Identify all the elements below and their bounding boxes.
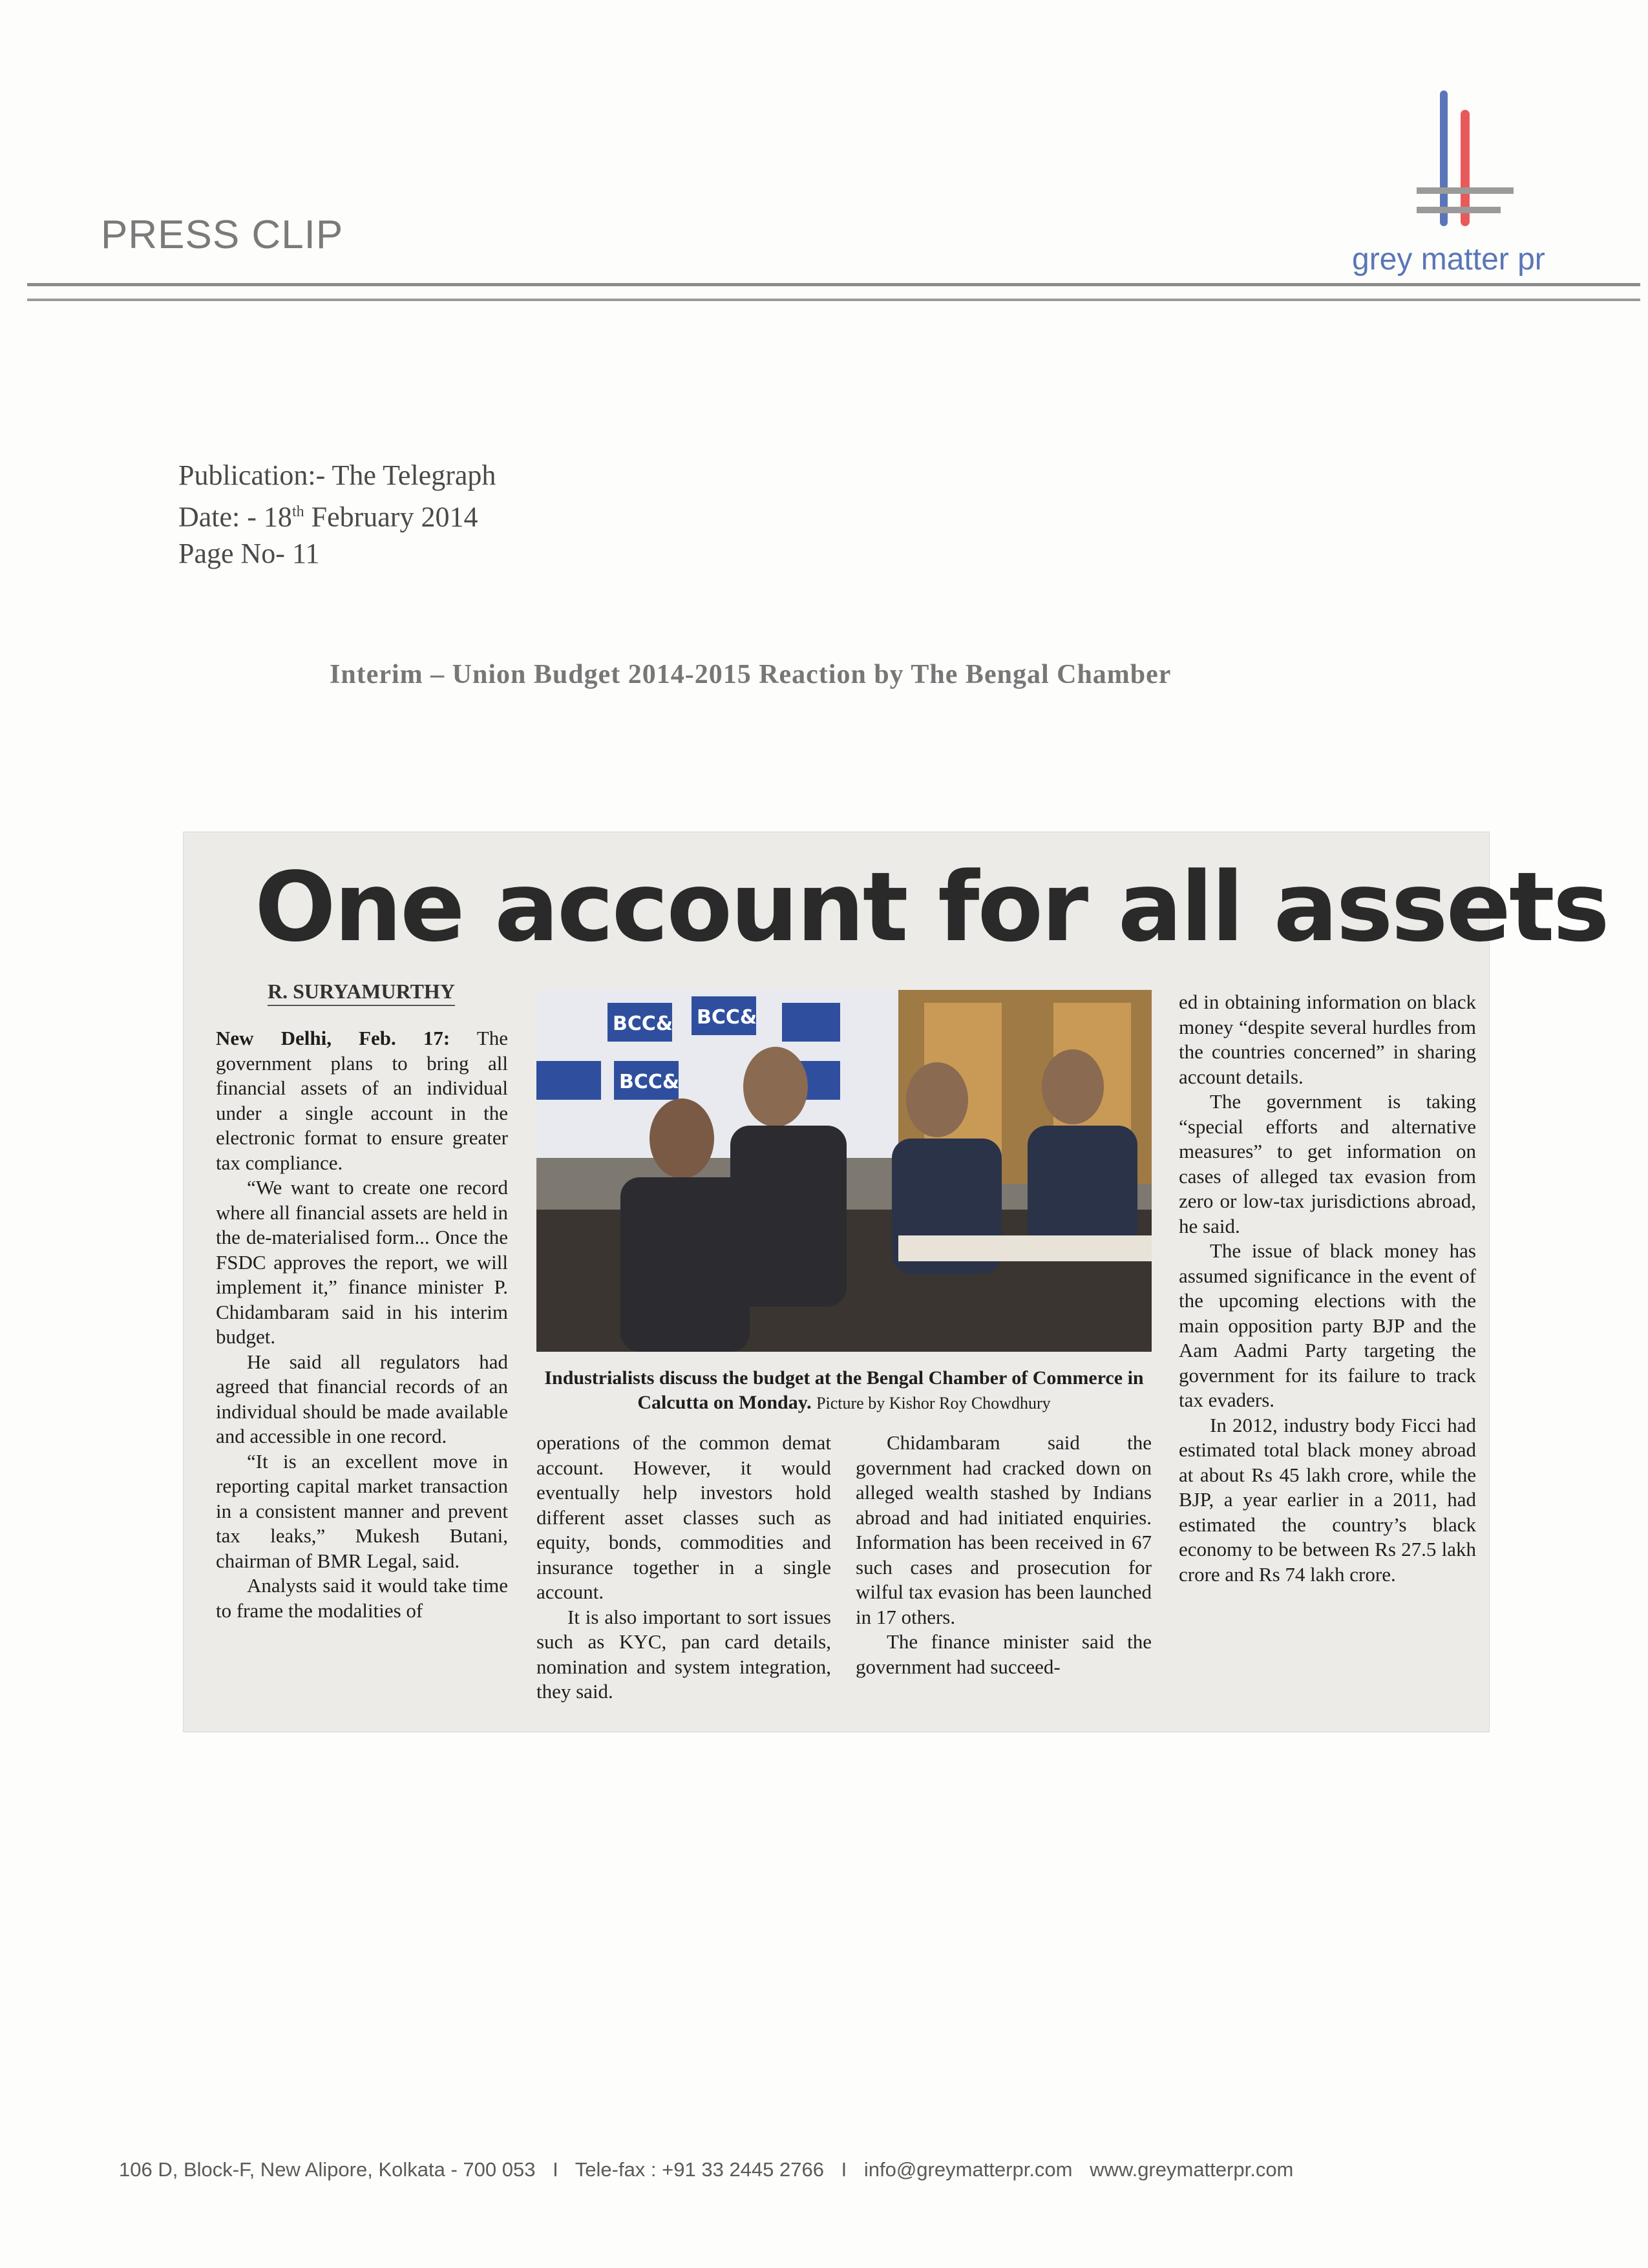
- banner-logo-text: BCC&: [697, 1006, 757, 1029]
- article-headline: One account for all assets: [255, 852, 1608, 963]
- paragraph: The government is taking “special efforts and alternative measures” to get information on cases of alleged tax evasion from zero or low-tax jurisdictions abroad, he said.: [1179, 1090, 1476, 1237]
- paragraph: Chidambaram said the government had cracked down on alleged wealth stashed by Indians abroad and had initiated enquiries. Information has been received in 67 such cases and prosecution for wilful tax evasion has been launched in 17 others.: [856, 1431, 1152, 1628]
- article-column-1: [216, 1026, 508, 1623]
- paragraph: The finance minister said the government had succeed-: [856, 1630, 1152, 1678]
- logo-crossbar-bottom: [1417, 207, 1501, 213]
- banner-logo-text: BCC&: [619, 1071, 680, 1093]
- date-line: Date: - 18th February 2014: [178, 501, 478, 533]
- paragraph: It is also important to sort issues such as KYC, pan card details, nomination and system integration, they said.: [536, 1605, 831, 1703]
- article-byline: R. SURYAMURTHY: [268, 980, 455, 1006]
- grey-matter-logo: [1409, 84, 1525, 246]
- caption-main: Industrialists discuss the budget at the Bengal Chamber of Commerce in Calcutta on Monday.: [544, 1367, 1144, 1413]
- article-column-2: [536, 1431, 831, 1705]
- brand-name: grey matter pr: [1352, 242, 1545, 277]
- footer-separator: I: [841, 2158, 847, 2181]
- photo-credit: Picture by Kishor Roy Chowdhury: [816, 1394, 1051, 1412]
- article-column-3: [856, 1431, 1152, 1679]
- footer-telefax: Tele-fax : +91 33 2445 2766: [575, 2158, 824, 2181]
- photo-caption: [536, 1366, 1152, 1416]
- header-rule-bottom: [27, 299, 1640, 301]
- clip-subject: Interim – Union Budget 2014-2015 Reaction by The Bengal Chamber: [330, 660, 1172, 689]
- footer-email[interactable]: info@greymatterpr.com: [863, 2158, 1073, 2181]
- footer-separator: I: [553, 2158, 558, 2181]
- paragraph: He said all regulators had agreed that financial records of an individual should be made available and accessible in one record.: [216, 1350, 508, 1447]
- paragraph: “It is an excellent move in reporting capital market transaction in a consistent manner and prevent tax leaks,” Mukesh Butani, chairman of BMR Legal, said.: [216, 1449, 508, 1572]
- press-clip-title: PRESS CLIP: [101, 213, 344, 257]
- footer-address: 106 D, Block-F, New Alipore, Kolkata - 700 053: [119, 2158, 536, 2181]
- paragraph: operations of the common demat account. However, it would eventually help investors hold different asset classes such as equity, bonds, commodities and insurance together in a single account.: [536, 1431, 831, 1603]
- logo-crossbar-top: [1417, 187, 1514, 194]
- paragraph: The issue of black money has assumed significance in the event of the upcoming elections with the main opposition party BJP and the Aam Aadmi Party targeting the government for its failure to track tax evaders.: [1179, 1239, 1476, 1411]
- publication-line: Publication:- The Telegraph: [178, 459, 496, 491]
- article-column-4: [1179, 990, 1476, 1587]
- header-rule-top: [27, 283, 1640, 286]
- paragraph: In 2012, industry body Ficci had estimated total black money abroad at about Rs 45 lakh crore, while the BJP, a year earlier in a 2011, had estimated the country’s black economy to be between Rs 27.5 lakh crore and Rs 74 lakh crore.: [1179, 1413, 1476, 1586]
- page-line: Page No- 11: [178, 537, 320, 569]
- paragraph: “We want to create one record where all financial assets are held in the de-materialised form... Once the FSDC approves the report, we will implement it,” finance minister P. Chidambaram said in his interim budget.: [216, 1176, 508, 1348]
- paragraph: ed in obtaining information on black money “despite several hurdles from the countries concerned” in sharing account details.: [1179, 991, 1476, 1088]
- dateline: New Delhi, Feb. 17:: [216, 1027, 450, 1049]
- banner-logo-text: BCC&: [613, 1013, 673, 1035]
- logo-blue-bar: [1440, 90, 1448, 226]
- paragraph: Analysts said it would take time to frame the modalities of: [216, 1574, 508, 1622]
- paragraph: New Delhi, Feb. 17: The government plans to bring all financial assets of an individual under a single account in the electronic format to ensure greater tax compliance.: [216, 1027, 508, 1174]
- newspaper-clipping: [184, 832, 1608, 1732]
- footer-website[interactable]: www.greymatterpr.com: [1090, 2158, 1294, 2181]
- footer-contact: [119, 2158, 1305, 2181]
- article-photo: [536, 990, 1152, 1352]
- publication-meta: [178, 457, 496, 572]
